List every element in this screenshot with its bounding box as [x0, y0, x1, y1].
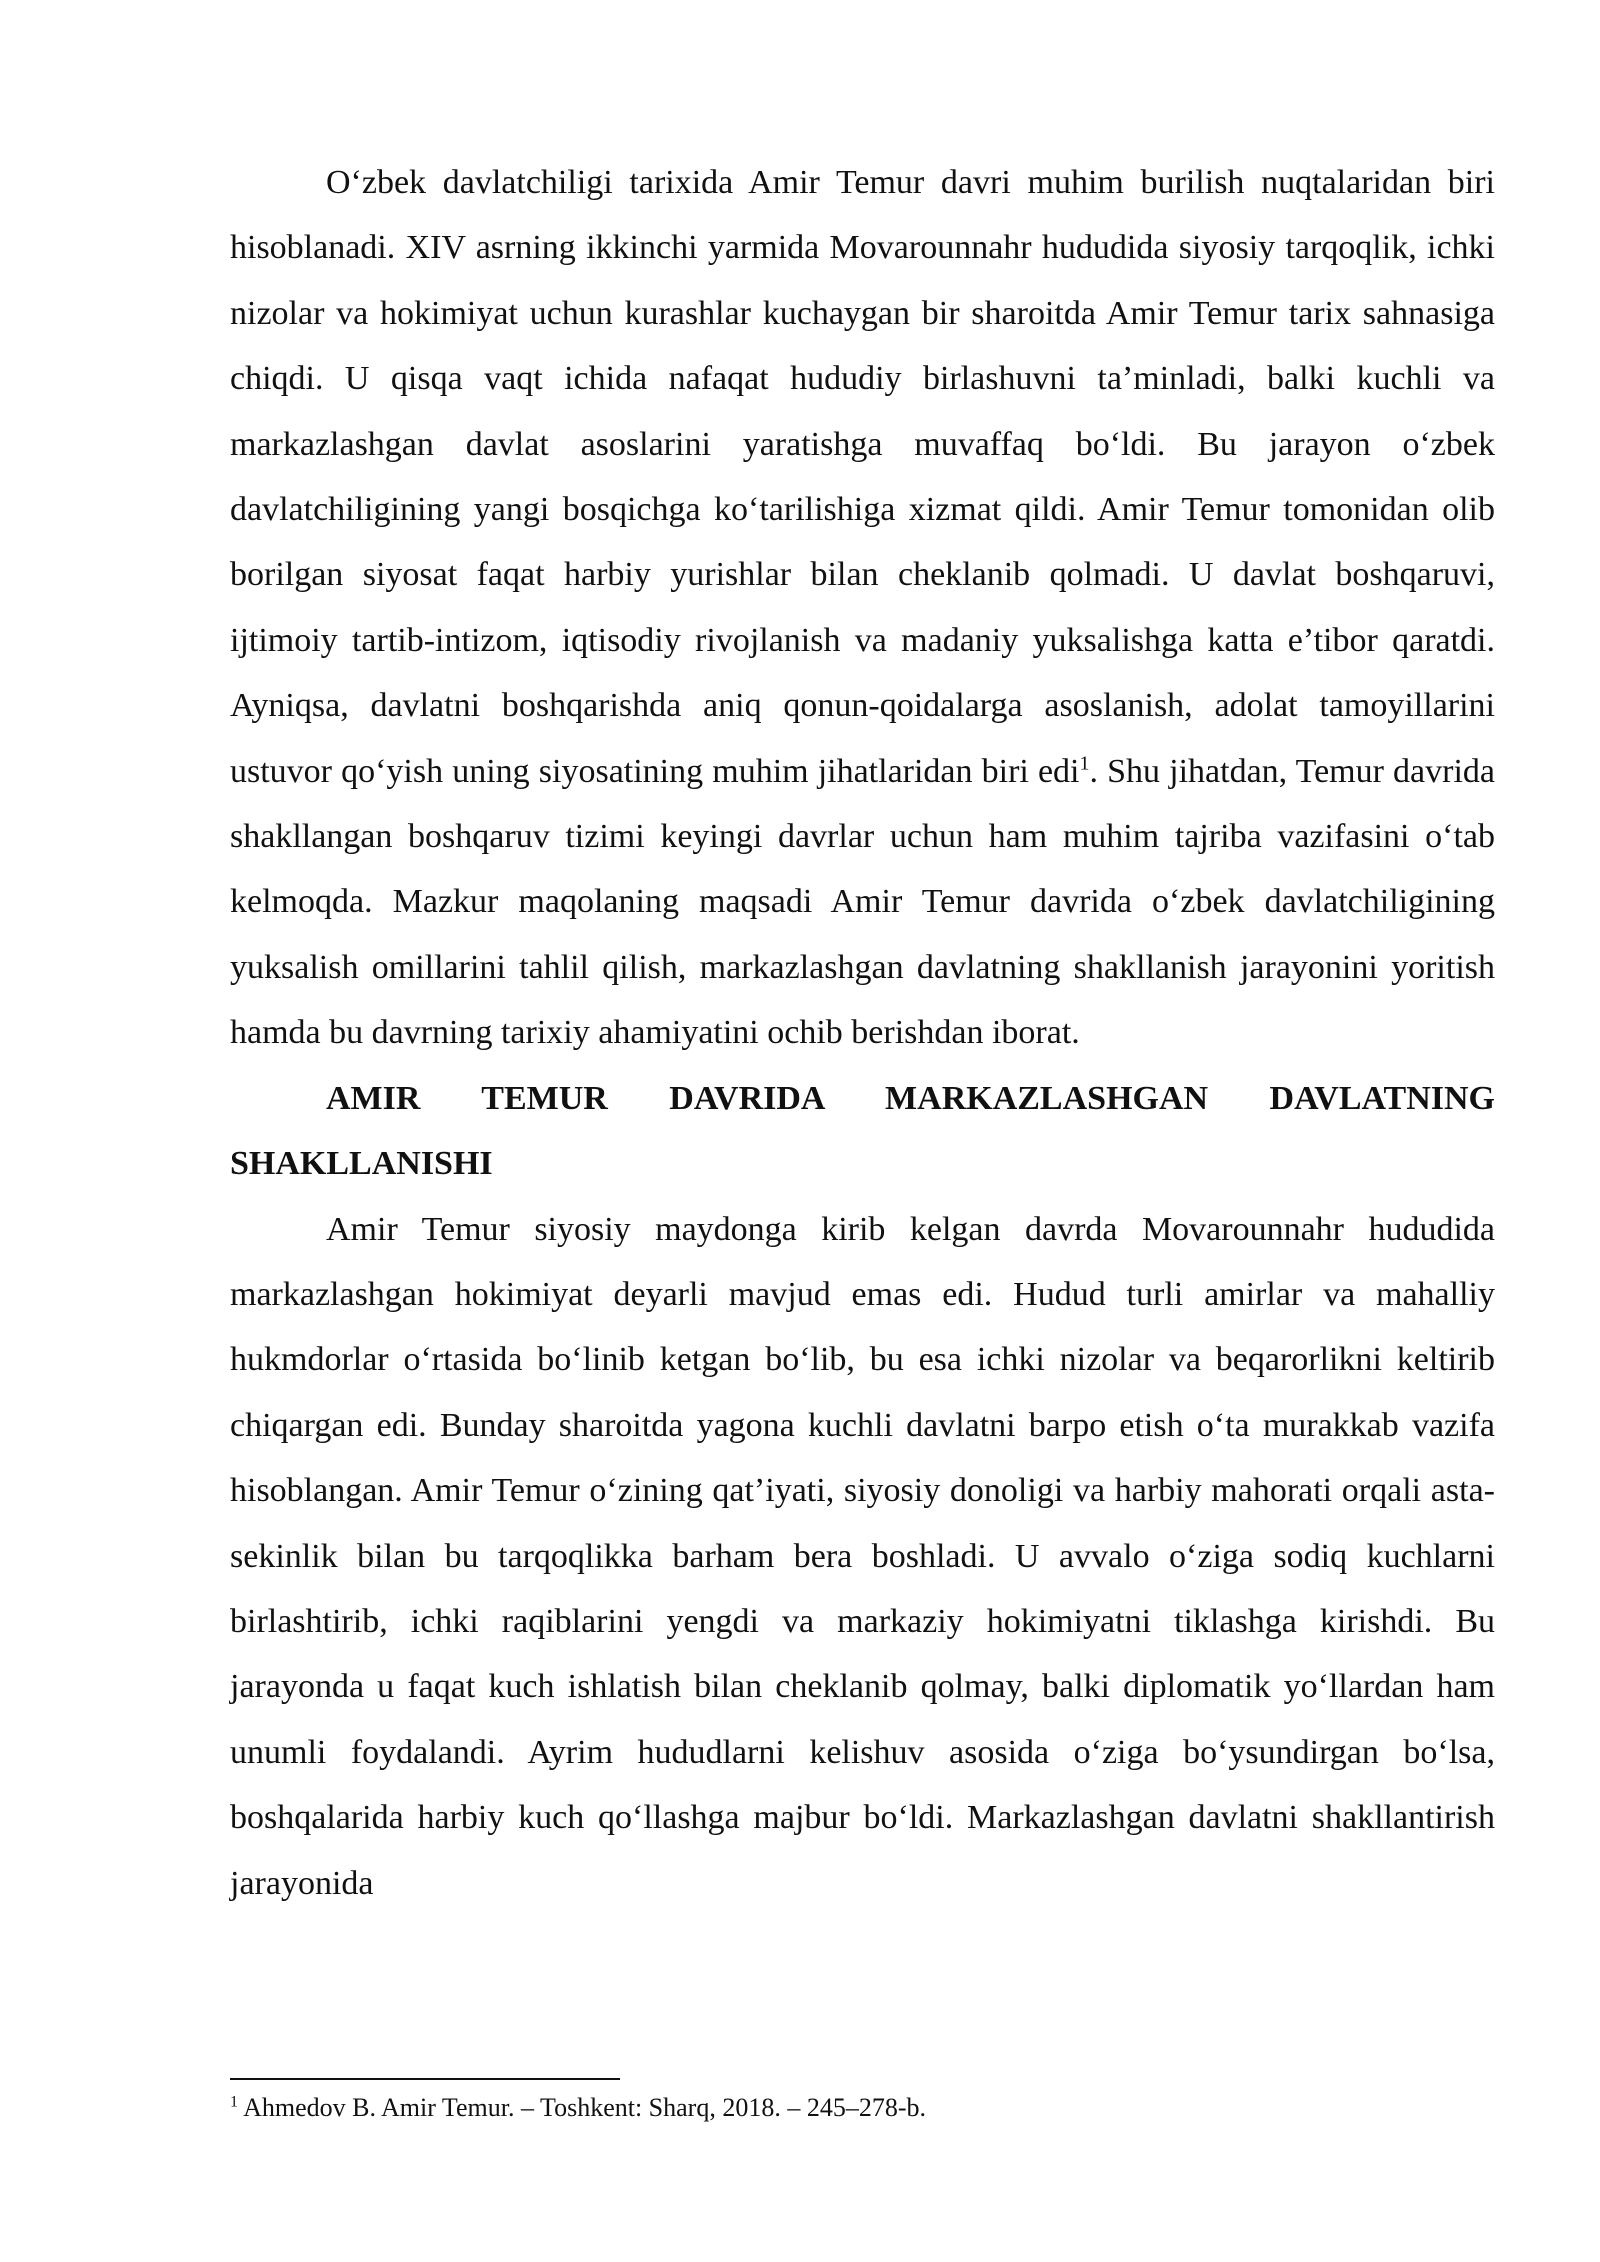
footnote-text: Ahmedov B. Amir Temur. – Toshkent: Sharq, 2018. – 245–278-b.	[238, 2093, 926, 2122]
footnote-number: 1	[230, 2093, 238, 2111]
document-body	[230, 150, 1495, 1916]
intro-paragraph	[230, 150, 1495, 1066]
footnote-reference[interactable]: 1	[1079, 752, 1090, 775]
intro-text-part1: O‘zbek davlatchiligi tarixida Amir Temur davri muhim burilish nuqtalaridan biri hisoblanadi. XIV asrning ikkinchi yarmida Movarounnahr hududida siyosiy tarqoqlik, ichki nizolar va hokimiyat uchun kurashlar kuchaygan bir sharoitda Amir Temur tarix sahnasiga chiqdi. U qisqa vaqt ichida nafaqat hududiy birlashuvni ta’minladi, balki kuchli va markazlashgan davlat asoslarini yaratishga muvaffaq bo‘ldi. Bu jarayon o‘zbek davlatchiligining yangi bosqichga ko‘tarilishiga xizmat qildi. Amir Temur tomonidan olib borilgan siyosat faqat harbiy yurishlar bilan cheklanib qolmadi. U davlat boshqaruvi, ijtimoiy tartib-intizom, iqtisodiy rivojlanish va madaniy yuksalishga katta e’tibor qaratdi. Ayniqsa, davlatni boshqarishda aniq qonun-qoidalarga asoslanish, adolat tamoyillarini ustuvor qo‘yish uning siyosatining muhim jihatlaridan biri edi	[230, 164, 1495, 790]
intro-text-part2: . Shu jihatdan, Temur davrida shakllangan boshqaruv tizimi keyingi davrlar uchun ham muhim tajriba vazifasini o‘tab kelmoqda. Mazkur maqolaning maqsadi Amir Temur davrida o‘zbek davlatchiligining yuksalish omillarini tahlil qilish, markazlashgan davlatning shakllanish jarayonini yoritish hamda bu davrning tarixiy ahamiyatini ochib berishdan iborat.	[230, 752, 1495, 1052]
section-heading: AMIR TEMUR DAVRIDA MARKAZLASHGAN DAVLATNING SHAKLLANISHI	[230, 1079, 1495, 1183]
body-paragraph: Amir Temur siyosiy maydonga kirib kelgan davrda Movarounnahr hududida markazlashgan hokimiyat deyarli mavjud emas edi. Hudud turli amirlar va mahalliy hukmdorlar o‘rtasida bo‘linib ketgan bo‘lib, bu esa ichki nizolar va beqarorlikni keltirib chiqargan edi. Bunday sharoitda yagona kuchli davlatni barpo etish o‘ta murakkab vazifa hisoblangan. Amir Temur o‘zining qat’iyati, siyosiy donoligi va harbiy mahorati orqali asta-sekinlik bilan bu tarqoqlikka barham bera boshladi. U avvalo o‘ziga sodiq kuchlarni birlashtirib, ichki raqiblarini yengdi va markaziy hokimiyatni tiklashga kirishdi. Bu jarayonda u faqat kuch ishlatish bilan cheklanib qolmay, balki diplomatik yo‘llardan ham unumli foydalandi. Ayrim hududlarni kelishuv asosida o‘ziga bo‘ysundirgan bo‘lsa, boshqalarida harbiy kuch qo‘llashga majbur bo‘ldi. Markazlashgan davlatni shakllantirish jarayonida	[230, 1210, 1495, 1902]
footnote	[230, 2090, 1495, 2126]
footnote-separator	[230, 2078, 620, 2080]
